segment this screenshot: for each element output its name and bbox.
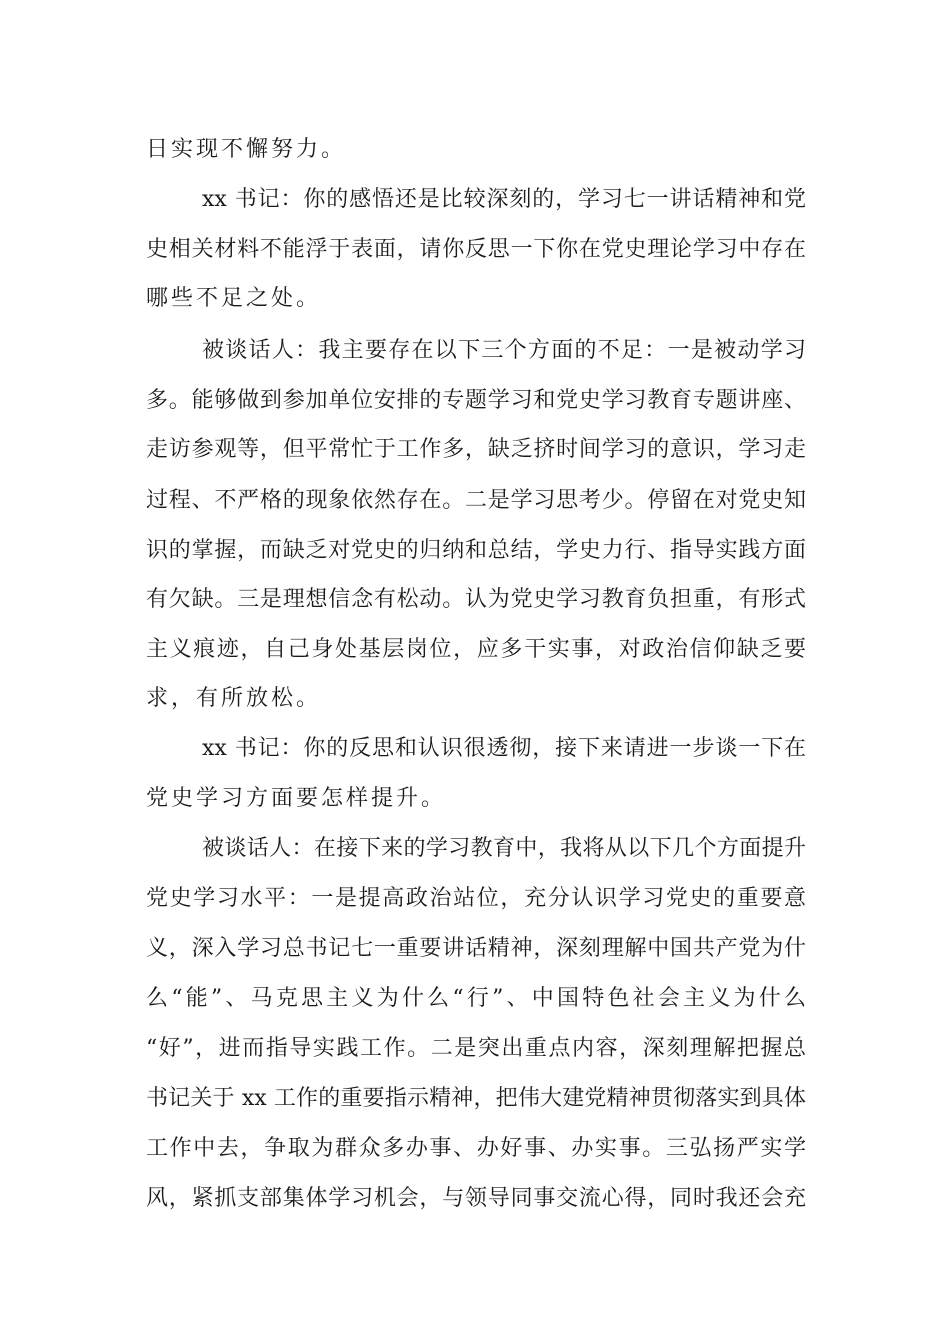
text-line: 书记关于 xx 工作的重要指示精神，把伟大建党精神贯彻落实到具体 [146, 1086, 806, 1111]
text-line: 党史学习方面要怎样提升。 [146, 786, 447, 811]
text-line: 哪些不足之处。 [146, 286, 322, 311]
text-line: 求，有所放松。 [146, 686, 322, 711]
text-line: “好”，进而指导实践工作。二是突出重点内容，深刻理解把握总 [146, 1036, 806, 1061]
text-line: 史相关材料不能浮于表面，请你反思一下你在党史理论学习中存在 [146, 237, 806, 262]
text-line: xx 书记：你的感悟还是比较深刻的，学习七一讲话精神和党 [202, 187, 806, 212]
text-line: 被谈话人：我主要存在以下三个方面的不足：一是被动学习 [202, 338, 806, 363]
text-line: 风，紧抓支部集体学习机会，与领导同事交流心得，同时我还会充 [146, 1186, 806, 1211]
text-line: 么“能”、马克思主义为什么“行”、中国特色社会主义为什么 [146, 986, 806, 1011]
text-line: 日实现不懈努力。 [146, 137, 347, 162]
text-line: 走访参观等，但平常忙于工作多，缺乏挤时间学习的意识，学习走 [146, 437, 806, 462]
text-line: 主义痕迹，自己身处基层岗位，应多干实事，对政治信仰缺乏要 [146, 637, 806, 662]
text-line: 义，深入学习总书记七一重要讲话精神，深刻理解中国共产党为什 [146, 936, 806, 961]
text-line: 工作中去，争取为群众多办事、办好事、办实事。三弘扬严实学 [146, 1136, 806, 1161]
text-line: 被谈话人：在接下来的学习教育中，我将从以下几个方面提升 [202, 836, 806, 861]
text-line: 识的掌握，而缺乏对党史的归纳和总结，学史力行、指导实践方面 [146, 538, 806, 563]
text-line: 多。能够做到参加单位安排的专题学习和党史学习教育专题讲座、 [146, 388, 806, 413]
text-line: xx 书记：你的反思和认识很透彻，接下来请进一步谈一下在 [202, 736, 806, 761]
text-line: 党史学习水平：一是提高政治站位，充分认识学习党史的重要意 [146, 886, 806, 911]
text-line: 过程、不严格的现象依然存在。二是学习思考少。停留在对党史知 [146, 488, 806, 513]
text-line: 有欠缺。三是理想信念有松动。认为党史学习教育负担重，有形式 [146, 587, 806, 612]
